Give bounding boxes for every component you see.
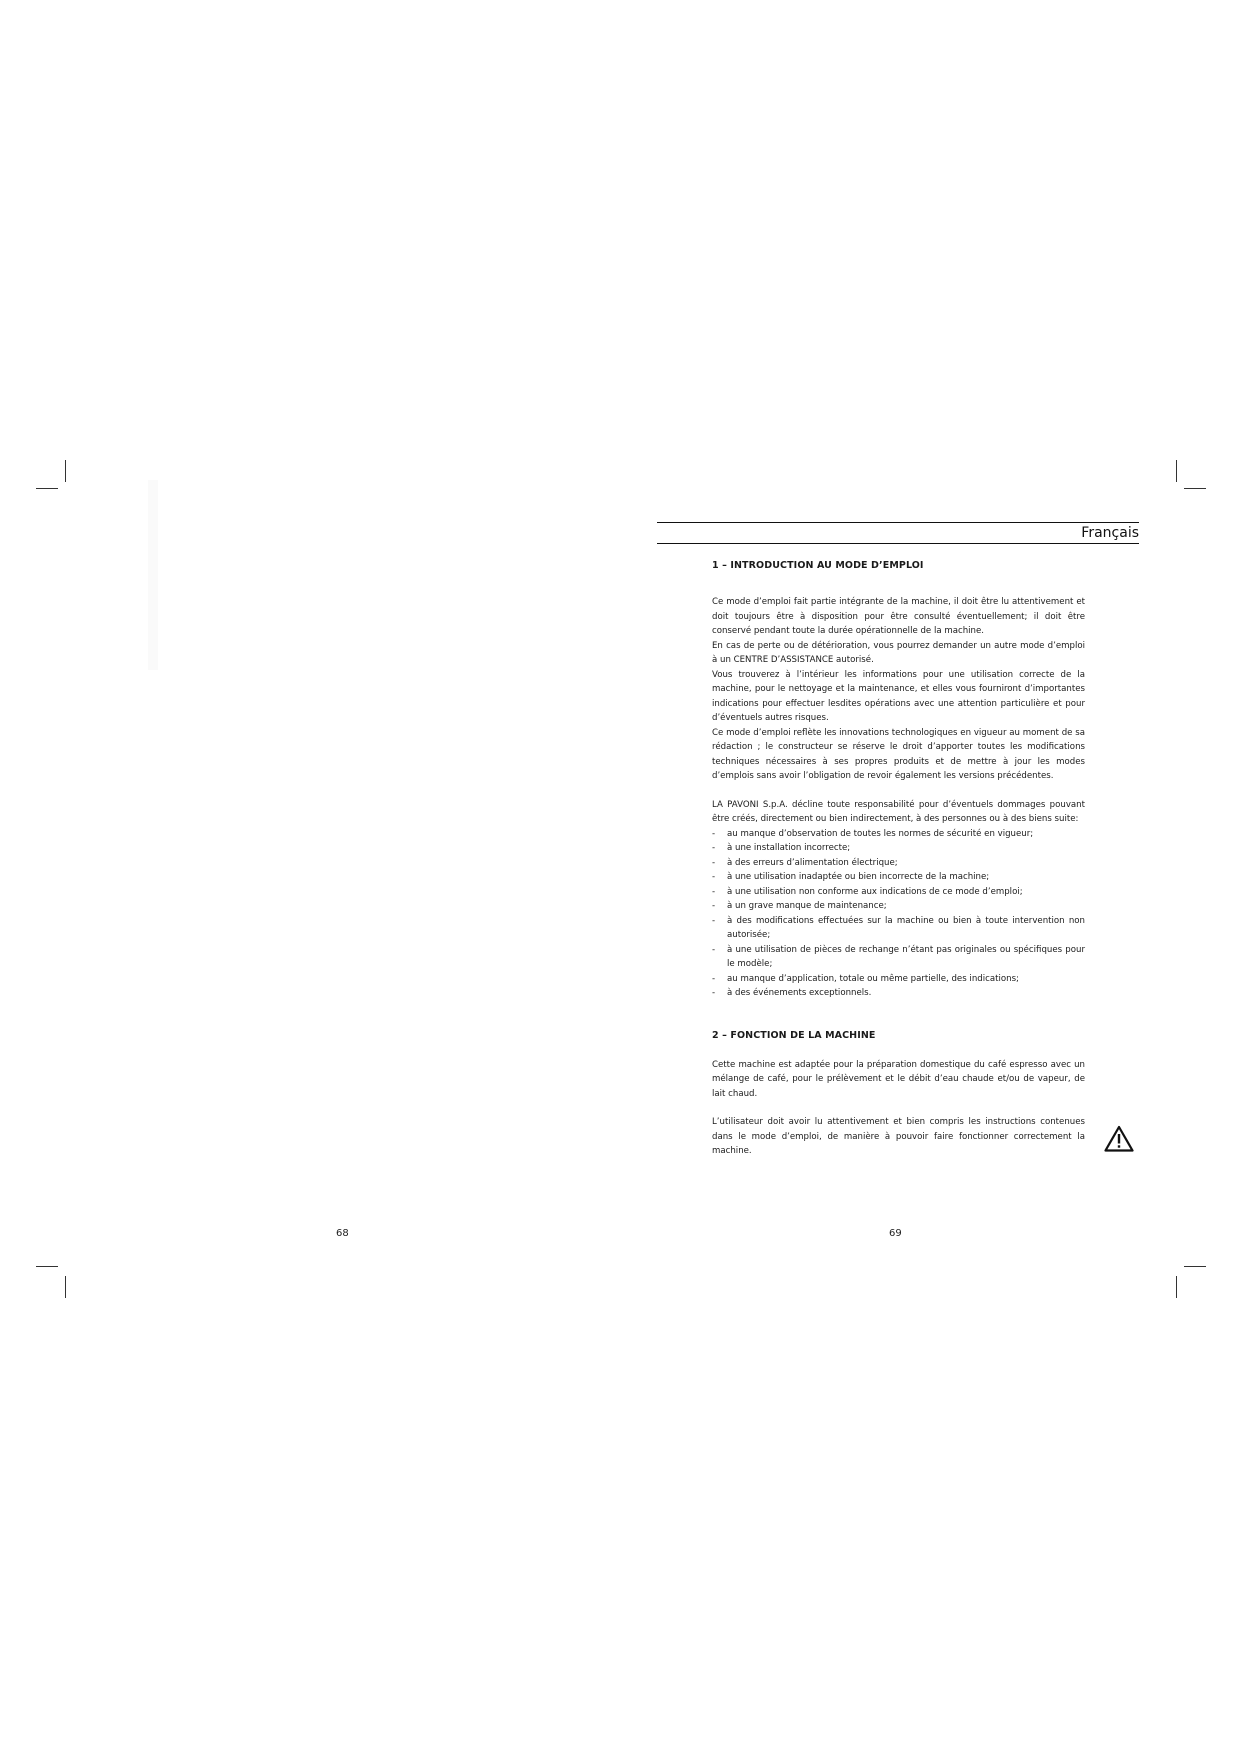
section-2-title: 2 – FONCTION DE LA MACHINE	[712, 1029, 876, 1041]
crop-mark	[1176, 460, 1177, 482]
left-page-blank-area	[148, 480, 158, 670]
list-item: - à une utilisation inadaptée ou bien incorrecte de la machine;	[712, 870, 1085, 885]
intro-paragraph: Vous trouverez à l’intérieur les informations pour une utilisation correcte de la machine, pour le nettoyage et la maintenance, et elles vous fourniront d’importantes indications pour effectuer lesdites opérations avec une attention particulière et pour d’éventuels autres risques.	[712, 669, 1085, 723]
crop-mark	[1176, 1276, 1177, 1298]
warning-triangle-icon	[1104, 1125, 1134, 1152]
crop-mark	[1184, 1266, 1206, 1267]
warning-paragraph: L’utilisateur doit avoir lu attentivement et bien compris les instructions contenues dans le mode d’emploi, de manière à pouvoir faire fonctionner correctement la machine.	[712, 1117, 1085, 1156]
page-number-right: 69	[889, 1228, 902, 1239]
intro-paragraph: En cas de perte ou de détérioration, vous pourrez demander un autre mode d’emploi à un CENTRE D’ASSISTANCE autorisé.	[712, 640, 1085, 665]
language-label: Français	[1081, 525, 1139, 541]
crop-mark	[65, 1276, 66, 1298]
list-item: - à une utilisation de pièces de rechange n’étant pas originales ou spécifiques pour le modèle;	[712, 943, 1085, 972]
list-item: - à des modifications effectuées sur la machine ou bien à toute intervention non autorisée;	[712, 914, 1085, 943]
list-item: - à des événements exceptionnels.	[712, 986, 1085, 1001]
intro-paragraph: Ce mode d’emploi reflète les innovations technologiques en vigueur au moment de sa rédaction ; le constructeur se réserve le droit d’apporter toutes les modifications techniques nécessaires à ses propres produits et de mettre à jour les modes d’emplois sans avoir l’obligation de revoir également les versions précédentes.	[712, 727, 1085, 781]
crop-mark	[36, 1266, 58, 1267]
function-paragraph: Cette machine est adaptée pour la préparation domestique du café espresso avec un mélange de café, pour le prélèvement et le débit d’eau chaude et/ou de vapeur, de lait chaud.	[712, 1059, 1085, 1099]
intro-paragraph: Ce mode d’emploi fait partie intégrante de la machine, il doit être lu attentivement et doit toujours être à disposition pour être consulté éventuellement; il doit être conservé pendant toute la durée opérationnelle de la machine.	[712, 597, 1085, 636]
crop-mark	[36, 488, 58, 489]
language-header	[657, 522, 1139, 544]
crop-mark	[1184, 488, 1206, 489]
list-item: - à une installation incorrecte;	[712, 841, 1085, 856]
manual-content	[712, 560, 1085, 1159]
list-item: - au manque d’observation de toutes les normes de sécurité en vigueur;	[712, 827, 1085, 842]
list-item: - à un grave manque de maintenance;	[712, 899, 1085, 914]
page-number-left: 68	[336, 1228, 349, 1239]
section-1-title: 1 – INTRODUCTION AU MODE D’EMPLOI	[712, 560, 924, 571]
list-item: - à des erreurs d’alimentation électrique;	[712, 856, 1085, 871]
liability-list	[712, 827, 1085, 1001]
list-item: - à une utilisation non conforme aux indications de ce mode d’emploi;	[712, 885, 1085, 900]
list-item: - au manque d’application, totale ou même partielle, des indications;	[712, 972, 1085, 987]
liability-intro: LA PAVONI S.p.A. décline toute responsabilité pour d’éventuels dommages pouvant être créés, directement ou bien indirectement, à des personnes ou à des biens suite:	[712, 799, 1085, 824]
crop-mark	[65, 460, 66, 482]
